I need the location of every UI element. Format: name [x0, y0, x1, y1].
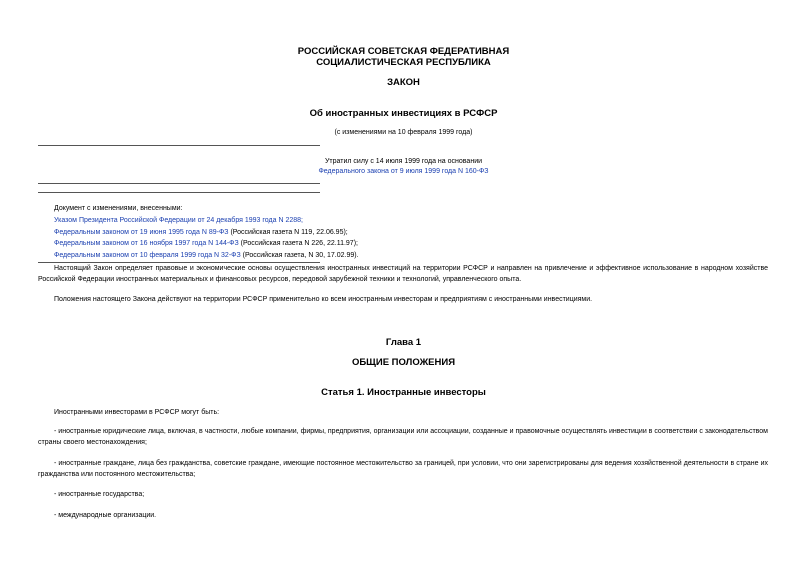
divider	[38, 262, 320, 263]
divider	[38, 192, 320, 193]
change-item: Федеральным законом от 10 февраля 1999 года N 32-ФЗ (Российская газета, N 30, 17.02.99).	[54, 252, 359, 260]
change-link[interactable]: Федеральным законом от 16 ноября 1997 года N 144-ФЗ	[54, 240, 239, 248]
change-item: Федеральным законом от 16 ноября 1997 года N 144-ФЗ (Российская газета N 226, 22.11.97);	[54, 240, 358, 248]
preamble-paragraph: Настоящий Закон определяет правовые и экономические основы осуществления иностранных инвестиций на территории РСФСР и направлен на привлечение и эффективное использование в народном хозяйстве Российской Федерации иностранных материальных и финансовых ресурсов, передовой зарубежной техники и технологий, управленческого опыта.	[38, 265, 768, 283]
state-name-line1: РОССИЙСКАЯ СОВЕТСКАЯ ФЕДЕРАТИВНАЯ	[297, 46, 510, 57]
repeal-text: Утратил силу с 14 июля 1999 года на основании	[324, 158, 483, 165]
chapter-title: ОБЩИЕ ПОЛОЖЕНИЯ	[351, 357, 456, 368]
document-title: Об иностранных инвестициях в РСФСР	[309, 108, 498, 119]
change-link[interactable]: Федеральным законом от 19 июня 1995 года N 89-ФЗ	[54, 228, 229, 236]
divider	[38, 183, 320, 184]
state-name-line2: СОЦИАЛИСТИЧЕСКАЯ РЕСПУБЛИКА	[316, 57, 491, 68]
divider	[38, 145, 320, 146]
article-intro: Иностранными инвесторами в РСФСР могут быть:	[54, 409, 220, 416]
change-link[interactable]: Указом Президента Российской Федерации от 24 декабря 1993 года N 2288;	[54, 216, 303, 224]
article-title: Статья 1. Иностранные инвесторы	[321, 387, 486, 398]
changes-intro: Документ с изменениями, внесенными:	[54, 205, 183, 212]
change-link[interactable]: Федеральным законом от 10 февраля 1999 года N 32-ФЗ	[54, 252, 241, 260]
preamble-paragraph: Положения настоящего Закона действуют на территории РСФСР применительно ко всем иностранным инвесторам и предприятиям с иностранными инвестициями.	[54, 296, 593, 303]
amendment-note: (с изменениями на 10 февраля 1999 года)	[334, 129, 473, 136]
article-item: - иностранные государства;	[54, 491, 145, 498]
article-item: - иностранные юридические лица, включая, в частности, любые компании, фирмы, предприятия, организации или ассоциации, созданные и правомочные осуществлять инвестиции в соответствии с законодательством страны своего местонахождения;	[38, 428, 768, 446]
document-type: ЗАКОН	[387, 77, 420, 88]
change-item: Федеральным законом от 19 июня 1995 года N 89-ФЗ (Российская газета N 119, 22.06.95);	[54, 228, 348, 236]
chapter-number: Глава 1	[385, 337, 422, 348]
article-item: - международные организации.	[54, 512, 157, 519]
repeal-law-link[interactable]: Федерального закона от 9 июля 1999 года N 160-ФЗ	[318, 168, 489, 175]
change-item	[54, 215, 554, 227]
changes-list	[54, 203, 554, 262]
article-item: - иностранные граждане, лица без гражданства, советские граждане, имеющие постоянное местожительство за границей, при условии, что они зарегистрированы для ведения хозяйственной деятельности в стране их гражданства или постоянного местожительства;	[38, 460, 768, 478]
